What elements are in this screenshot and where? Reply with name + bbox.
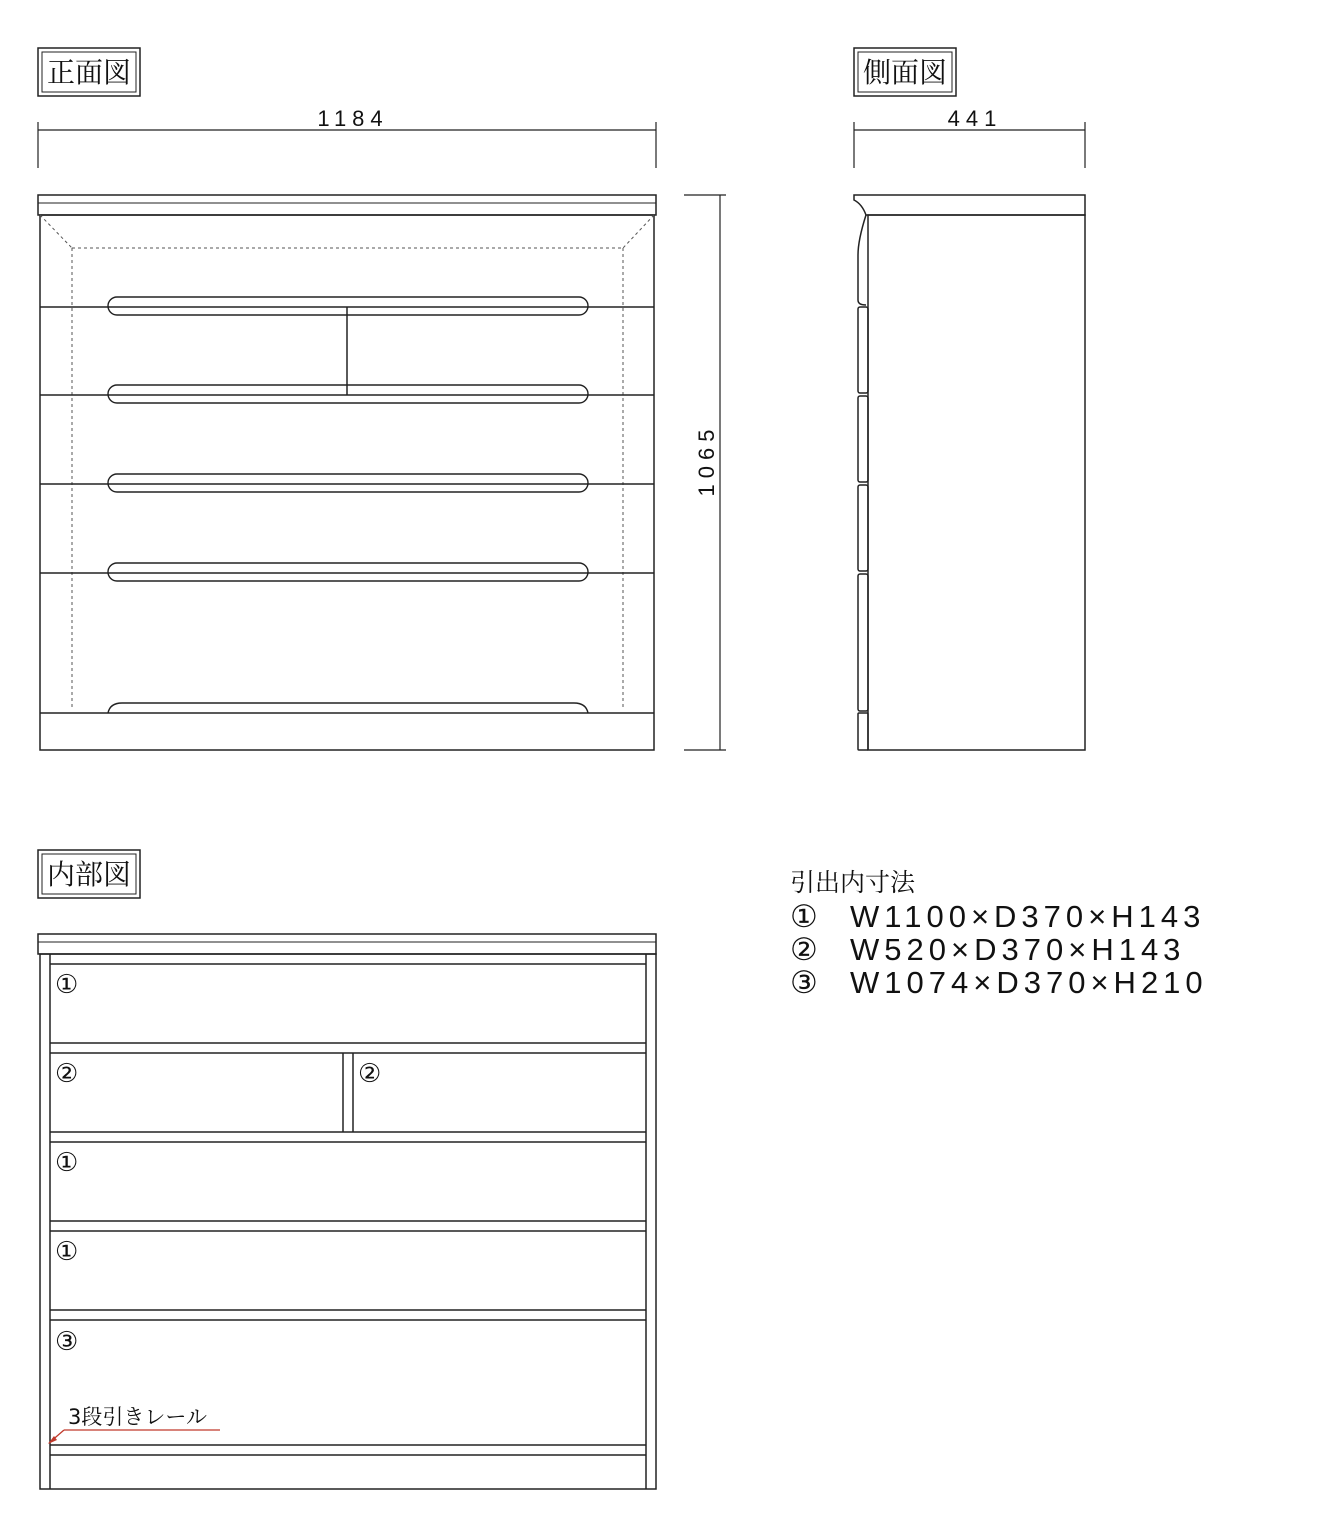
rail-note: 3段引きレール xyxy=(68,1405,207,1429)
front-carcass xyxy=(40,215,654,750)
side-view-title: 側面図 xyxy=(862,56,948,89)
side-depth-label: 441 xyxy=(947,106,1003,131)
drawer-handle xyxy=(108,474,588,492)
front-height-label: 1065 xyxy=(694,423,719,497)
drawer-handle xyxy=(108,297,588,315)
front-view-title: 正面図 xyxy=(46,56,132,89)
side-top-plate xyxy=(854,195,1085,215)
front-top-plate xyxy=(38,195,656,215)
interior-shelves xyxy=(50,964,646,1455)
drawer-dimensions xyxy=(790,866,1208,999)
drawer-dimension-row: ③ W1074×D370×H210 xyxy=(790,965,1208,1000)
drawer-handle xyxy=(108,385,588,403)
drawer-mark: ③ xyxy=(55,1327,79,1357)
drawer-mark: ② xyxy=(55,1059,79,1089)
drawer-mark: ② xyxy=(358,1059,382,1089)
front-width-label: 1184 xyxy=(317,106,389,131)
front-inner-frame xyxy=(40,215,654,710)
drawer-mark: ① xyxy=(55,1148,79,1178)
front-view xyxy=(38,48,726,750)
drawer-handle xyxy=(108,563,588,581)
side-view xyxy=(854,48,1085,750)
rail-leader xyxy=(49,1430,220,1443)
drawer-mark: ① xyxy=(55,970,79,1000)
interior-top-plate xyxy=(38,934,656,954)
drawer-dimension-row: ① W1100×D370×H143 xyxy=(790,899,1206,934)
drawer-handle xyxy=(108,703,588,713)
interior-view-title: 内部図 xyxy=(46,858,132,891)
interior-view xyxy=(38,850,656,1489)
side-drawer-fronts xyxy=(858,307,868,750)
side-front-edge xyxy=(858,215,866,305)
front-handles xyxy=(108,297,588,713)
front-drawer-lines xyxy=(40,307,654,713)
drawer-dimension-row: ② W520×D370×H143 xyxy=(790,932,1186,967)
drawer-mark: ① xyxy=(55,1237,79,1267)
side-body xyxy=(868,215,1085,750)
drawer-dimensions-title: 引出内寸法 xyxy=(790,868,916,897)
